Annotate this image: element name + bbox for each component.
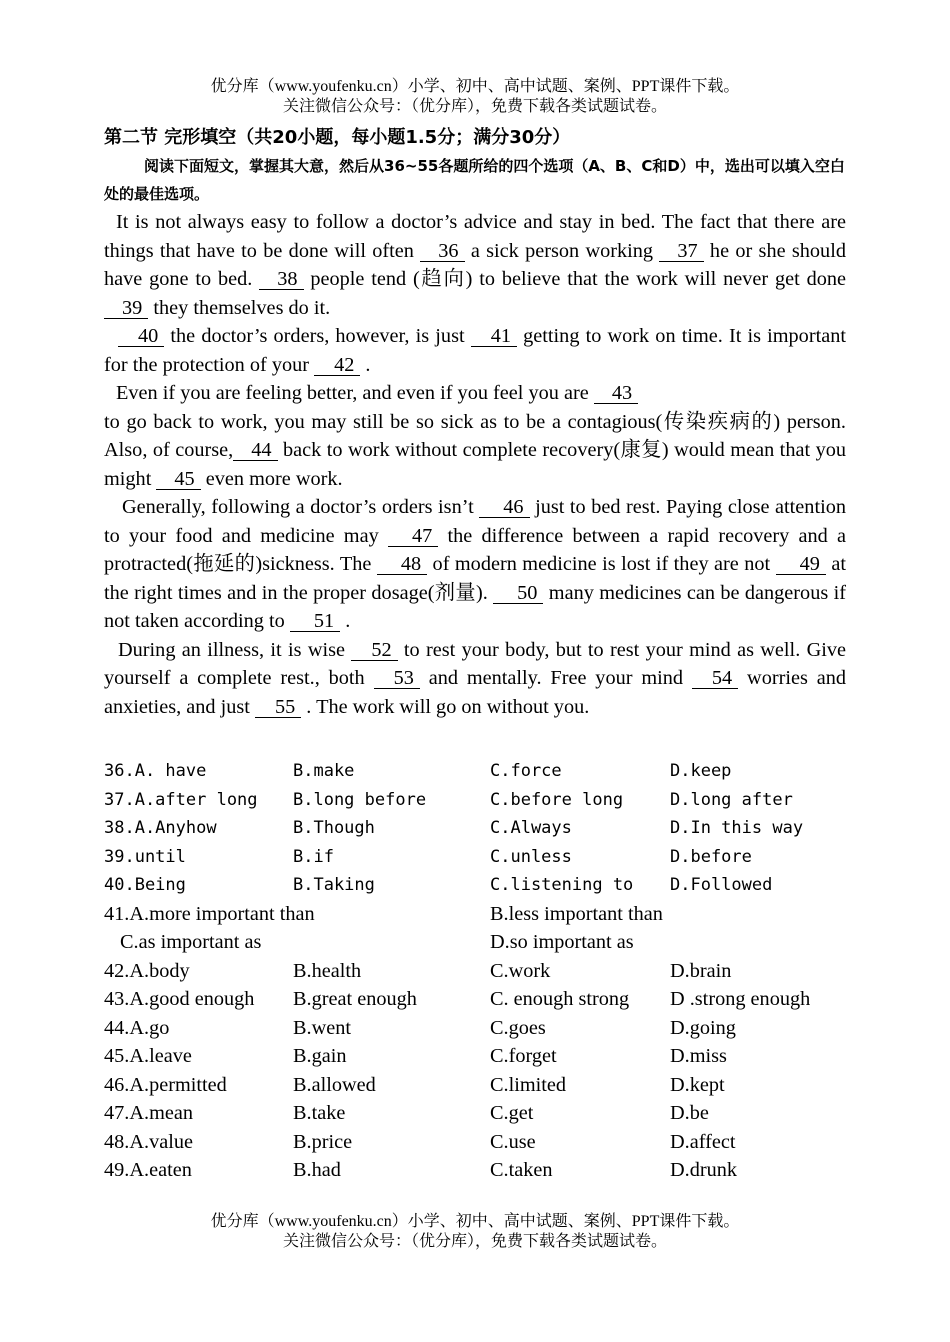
blank-47: 47 <box>388 526 438 547</box>
passage-text: he or she should have gone to bed. <box>104 239 846 290</box>
option-d: D.drunk <box>670 1159 738 1181</box>
page-footer <box>0 1212 950 1252</box>
option-row <box>104 957 846 986</box>
option-d: D.kept <box>670 1073 725 1096</box>
option-d: D.so important as <box>490 931 634 953</box>
option-a: 40.Being <box>104 875 186 895</box>
option-row <box>104 814 846 843</box>
option-b: B.went <box>293 1016 352 1039</box>
option-d: D.before <box>670 846 752 867</box>
option-a: 38.A.Anyhow <box>104 818 217 838</box>
blank-45: 45 <box>156 469 200 490</box>
option-a: 45.A.leave <box>104 1045 192 1067</box>
option-c: C.as important as <box>120 931 262 953</box>
footer-line-1: 优分库（www.youfenku.cn）小学、初中、高中试题、案例、PPT课件下载。 <box>210 1213 740 1230</box>
passage-text: During an illness, it is wise <box>118 638 352 661</box>
option-b: B.great enough <box>293 988 417 1010</box>
option-a: 46.A.permitted <box>104 1073 227 1096</box>
option-row <box>104 1071 846 1100</box>
options-list-36-40 <box>104 757 846 900</box>
option-row <box>104 1099 846 1128</box>
option-c: C.use <box>490 1130 536 1153</box>
passage-text: they themselves do it. <box>148 296 331 319</box>
passage-paragraph-5 <box>104 636 846 722</box>
blank-41: 41 <box>471 326 517 347</box>
option-b: B.had <box>293 1159 341 1181</box>
passage-text: and mentally. Free your mind <box>419 667 692 689</box>
option-a: 41.A.more important than <box>104 902 315 925</box>
option-d: D.keep <box>670 761 732 781</box>
option-row <box>104 1128 846 1157</box>
option-b: B.allowed <box>293 1073 376 1096</box>
passage-text: . <box>360 353 371 376</box>
option-c: C.forget <box>490 1045 557 1067</box>
option-b: B.long before <box>293 789 427 810</box>
option-row <box>104 1156 846 1185</box>
passage-text: just to bed rest. Paying close attention to your food and medicine may <box>104 496 846 547</box>
option-a: 44.A.go <box>104 1016 170 1039</box>
option-d: D .strong enough <box>670 988 811 1010</box>
option-a: 48.A.value <box>104 1130 193 1153</box>
option-a: 42.A.body <box>104 959 190 982</box>
section-title: 第二节 完形填空（共20小题，每小题1.5分；满分30分） <box>104 127 571 148</box>
option-row-41-ab <box>104 900 846 929</box>
option-c: C.get <box>490 1102 534 1124</box>
blank-52: 52 <box>351 640 397 661</box>
passage-text: to rest your body, but to rest your mind as well. Give yourself a complete rest., both <box>104 638 846 689</box>
passage-text: of modern medicine is lost if they are not <box>427 553 776 575</box>
option-a: 39.until <box>104 846 186 867</box>
option-c: C.force <box>490 761 562 781</box>
option-c: C.unless <box>490 846 572 867</box>
blank-39: 39 <box>104 298 148 319</box>
passage-text: . <box>340 610 351 632</box>
passage-text: getting to work on time. It is important for the protection of your <box>104 325 846 376</box>
option-d: D.brain <box>670 959 732 982</box>
option-a: 43.A.good enough <box>104 988 255 1010</box>
option-a: 36.A. have <box>104 761 207 781</box>
passage-paragraph-3 <box>104 379 846 493</box>
blank-50: 50 <box>493 583 543 604</box>
option-b: B.less important than <box>490 902 663 925</box>
option-c: C.work <box>490 959 551 982</box>
option-c: C.Always <box>490 818 572 838</box>
blank-43: 43 <box>594 383 638 404</box>
passage-text: people tend (趋向) to believe that the work will never get done <box>303 268 846 290</box>
blank-46: 46 <box>479 497 529 518</box>
option-b: B.health <box>293 959 362 982</box>
option-row <box>104 786 846 815</box>
option-c: C.taken <box>490 1159 553 1181</box>
passage-text: . The work will go on without you. <box>301 695 590 718</box>
blank-55: 55 <box>255 697 301 718</box>
header-line-2: 关注微信公众号：（优分库），免费下载各类试题试卷。 <box>282 98 667 115</box>
page-header <box>0 77 950 117</box>
option-a: 47.A.mean <box>104 1102 193 1124</box>
section-instruction: 阅读下面短文，掌握其大意，然后从36~55各题所给的四个选项（A、B、C和D）中，选出可以填入空白处的最佳选项。 <box>104 157 845 203</box>
option-c: C.before long <box>490 789 624 810</box>
blank-40: 40 <box>118 326 164 347</box>
passage-text: a sick person working <box>464 239 660 262</box>
option-c: C. enough strong <box>490 988 630 1010</box>
passage-paragraph-2 <box>104 322 846 379</box>
passage-text: It is not always easy to follow a doctor’s advice and stay in bed. The fact that there are things that have to be done will often <box>104 211 846 262</box>
option-b: B.take <box>293 1102 346 1124</box>
option-b: B.price <box>293 1130 353 1153</box>
option-d: D.long after <box>670 789 793 810</box>
option-b: B.make <box>293 761 355 781</box>
blank-42: 42 <box>314 355 360 376</box>
passage-text: back to work without complete recovery(康复) would mean that you might <box>104 439 846 490</box>
blank-54: 54 <box>692 668 738 689</box>
option-row <box>104 843 846 872</box>
option-b: B.Taking <box>293 875 375 895</box>
footer-line-2: 关注微信公众号：（优分库），免费下载各类试题试卷。 <box>282 1233 667 1250</box>
passage-text: to go back to work, you may still be so sick as to be a contagious(传染疾病的) person. Also, of course, <box>104 410 846 461</box>
cloze-passage <box>104 208 846 721</box>
option-d: D.going <box>670 1016 736 1039</box>
passage-text: many medicines can be dangerous if not taken according to <box>104 581 846 632</box>
passage-text: Even if you are feeling better, and even if you feel you are <box>116 382 594 404</box>
option-row <box>104 871 846 900</box>
blank-49: 49 <box>776 554 826 575</box>
option-row <box>104 985 846 1014</box>
option-b: B.gain <box>293 1045 347 1067</box>
passage-text: Generally, following a doctor’s orders isn’t <box>122 496 480 518</box>
passage-text: the doctor’s orders, however, is just <box>164 325 471 347</box>
passage-text: worries and anxieties, and just <box>104 667 847 718</box>
option-a: 49.A.eaten <box>104 1159 192 1181</box>
passage-paragraph-4 <box>104 493 846 636</box>
option-c: C.limited <box>490 1073 567 1096</box>
blank-36: 36 <box>420 241 464 262</box>
option-row <box>104 1014 846 1043</box>
passage-text: at the right times and in the proper dosage(剂量). <box>104 553 846 604</box>
option-c: C.goes <box>490 1016 546 1039</box>
option-a: 37.A.after long <box>104 789 258 810</box>
passage-paragraph-1 <box>104 208 846 322</box>
blank-37: 37 <box>659 241 703 262</box>
blank-51: 51 <box>290 611 340 632</box>
option-d: D.Followed <box>670 875 773 895</box>
option-d: D.affect <box>670 1130 736 1153</box>
option-row-41-cd <box>104 928 846 957</box>
option-row <box>104 757 846 786</box>
document-body <box>104 124 846 1185</box>
option-b: B.if <box>293 846 334 867</box>
option-b: B.Though <box>293 818 375 838</box>
options-list-41-49 <box>104 900 846 1185</box>
option-d: D.In this way <box>670 818 804 838</box>
option-row <box>104 1042 846 1071</box>
blank-48: 48 <box>377 554 427 575</box>
option-c: C.listening to <box>490 875 634 895</box>
option-d: D.be <box>670 1102 709 1124</box>
passage-text: the difference between a rapid recovery and a protracted(拖延的)sickness. The <box>104 524 846 575</box>
option-d: D.miss <box>670 1045 727 1067</box>
header-line-1: 优分库（www.youfenku.cn）小学、初中、高中试题、案例、PPT课件下载。 <box>210 78 740 95</box>
blank-53: 53 <box>374 668 420 689</box>
passage-text: even more work. <box>200 467 343 490</box>
blank-38: 38 <box>259 269 303 290</box>
blank-44: 44 <box>233 440 277 461</box>
